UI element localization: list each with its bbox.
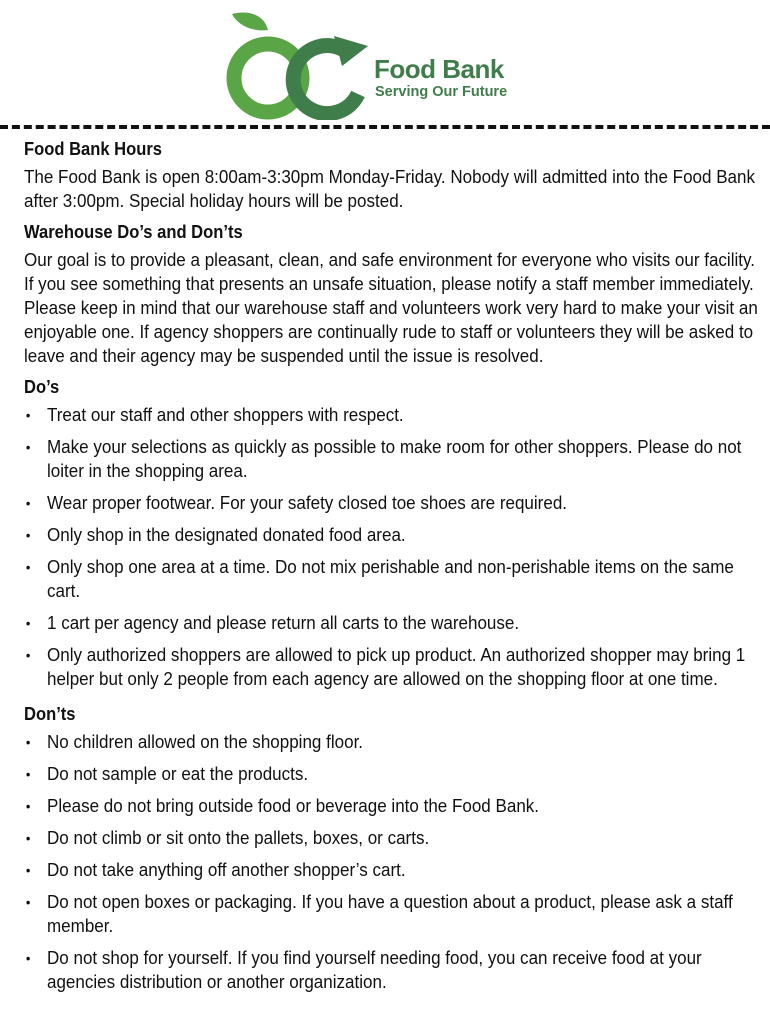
warehouse-paragraph: Our goal is to provide a pleasant, clean, and safe environment for everyone who visits our facility. If you see something that presents an unsafe situation, please notify a staff member immediately. Please keep in mind that our warehouse staff and volunteers work very hard to make your visit an enjoyable one. If agency shoppers are continually rude to staff or volunteers they will be asked to leave and their agency may be suspended until the issue is resolved. (24, 249, 758, 366)
bullet-icon: • (25, 830, 31, 846)
donts-item-text: Do not shop for yourself. If you find yourself needing food, you can receive food at your agencies distribution or another organization. (47, 947, 702, 992)
header (0, 0, 770, 120)
hours-heading: Food Bank Hours (24, 139, 163, 159)
bullet-icon: • (25, 647, 31, 663)
dos-item (24, 435, 758, 483)
donts-item (24, 794, 758, 818)
donts-item (24, 946, 758, 994)
donts-item-text: Do not take anything off another shopper’s cart. (47, 859, 406, 880)
donts-item (24, 890, 758, 938)
dos-item-text: Only authorized shoppers are allowed to pick up product. An authorized shopper may bring 1 helper but only 2 people from each agency are allowed on the shopping floor at one time. (47, 644, 746, 689)
warehouse-heading: Warehouse Do’s and Don’ts (24, 222, 243, 242)
donts-item (24, 826, 758, 850)
hours-paragraph: The Food Bank is open 8:00am-3:30pm Monday-Friday. Nobody will admitted into the Food Bank after 3:00pm. Special holiday hours will be posted. (24, 166, 755, 211)
oc-logo-icon (226, 8, 372, 120)
bullet-icon: • (25, 439, 31, 455)
brand-name: Food Bank (374, 54, 504, 84)
donts-item-text: Please do not bring outside food or beverage into the Food Bank. (47, 795, 540, 816)
dos-item-text: Make your selections as quickly as possible to make room for other shoppers. Please do not loiter in the shopping area. (47, 436, 742, 481)
dos-item-text: 1 cart per agency and please return all carts to the warehouse. (47, 612, 520, 633)
donts-item-text: Do not sample or eat the products. (47, 763, 309, 784)
brand-tagline: Serving Our Future (375, 84, 508, 100)
bullet-icon: • (25, 495, 31, 511)
bullet-icon: • (25, 407, 31, 423)
donts-item (24, 858, 758, 882)
bullet-icon: • (25, 527, 31, 543)
donts-list (24, 730, 758, 994)
bullet-icon: • (25, 950, 31, 966)
bullet-icon: • (25, 615, 31, 631)
bullet-icon: • (25, 559, 31, 575)
dos-item-text: Treat our staff and other shoppers with respect. (47, 404, 404, 425)
donts-item-text: No children allowed on the shopping floor. (47, 731, 364, 752)
dos-item (24, 491, 758, 515)
leaf-icon (232, 13, 268, 31)
dos-heading: Do’s (24, 377, 60, 397)
dos-item (24, 523, 758, 547)
bullet-icon: • (25, 894, 31, 910)
dos-item (24, 403, 758, 427)
donts-item (24, 730, 758, 754)
dos-item-text: Only shop one area at a time. Do not mix perishable and non-perishable items on the same cart. (47, 556, 734, 601)
dashed-divider (0, 125, 770, 129)
donts-heading: Don’ts (24, 704, 76, 724)
bullet-icon: • (25, 734, 31, 750)
bullet-icon: • (25, 862, 31, 878)
donts-item (24, 762, 758, 786)
dos-item-text: Wear proper footwear. For your safety closed toe shoes are required. (47, 492, 568, 513)
document-body (24, 134, 758, 1002)
bullet-icon: • (25, 766, 31, 782)
dos-item-text: Only shop in the designated donated food area. (47, 524, 406, 545)
arrow-head-icon (334, 36, 368, 66)
donts-item-text: Do not open boxes or packaging. If you have a question about a product, please ask a staff member. (47, 891, 733, 936)
dos-item (24, 611, 758, 635)
dos-item (24, 555, 758, 603)
dos-item (24, 643, 758, 691)
donts-item-text: Do not climb or sit onto the pallets, boxes, or carts. (47, 827, 430, 848)
bullet-icon: • (25, 798, 31, 814)
dos-list (24, 403, 758, 691)
